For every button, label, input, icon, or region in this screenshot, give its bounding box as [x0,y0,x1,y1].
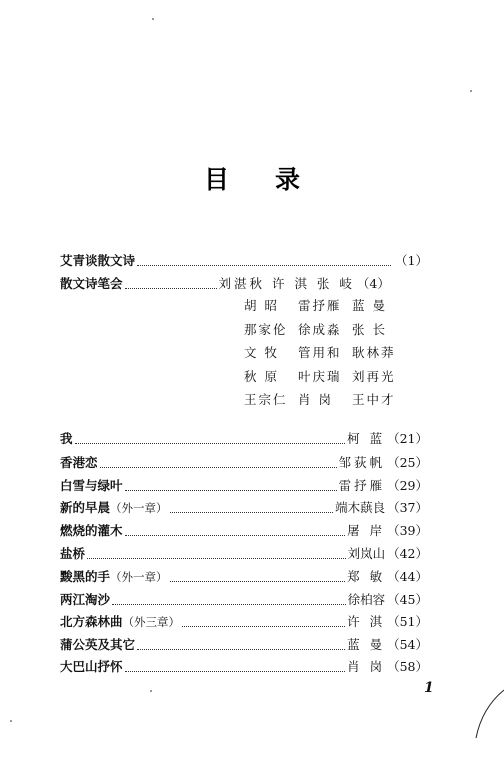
entry-page: （37） [387,500,428,515]
title-char-1: 目 [203,165,229,194]
dot-leader [125,486,337,491]
scan-speck [10,720,12,722]
dot-leader [170,508,334,513]
toc-entry[interactable] [60,656,428,676]
dot-leader [137,645,345,650]
dot-leader [137,261,391,266]
author-name: 耿林莽 [352,345,396,360]
entry-page: （21） [387,431,428,446]
entry-title-main: 黢黑的手 [60,569,111,584]
entry-title: 燃烧的灌木 [60,523,123,538]
toc-entry[interactable] [60,520,428,540]
entry-author: 端木蕻良 [335,500,386,515]
entry-title [60,612,180,630]
toc-entry[interactable] [60,611,428,631]
entry-page: （58） [387,659,428,674]
dot-leader [125,667,346,672]
entry-author: 刘岚山 [347,546,386,561]
author-name: 管用和 [298,345,342,360]
dot-leader [112,600,346,605]
authors-row [244,320,406,344]
page-number: 1 [424,680,434,696]
author-name: 雷抒雁 [298,298,342,313]
entry-title-main: 新的早晨 [60,500,111,515]
toc-entry[interactable] [60,566,428,586]
authors-row [244,367,406,391]
authors-grid [244,296,406,414]
entry-title: 散文诗笔会 [60,276,123,291]
dot-leader [75,439,346,444]
toc-entry[interactable] [60,634,428,654]
entry-page: （29） [387,478,428,493]
entry-title [60,567,168,585]
scan-speck [150,690,152,692]
authors-row [244,343,406,367]
entry-title: 香港恋 [60,455,98,470]
author-name: 那家伦 [244,321,288,337]
entry-page: （39） [387,523,428,538]
entry-subtitle: （外三章） [122,615,181,629]
dot-leader [170,577,346,582]
entry-author: 蓝 曼 [347,637,386,652]
title-char-2: 录 [275,165,301,194]
author-name: 王宗仁 [244,392,288,407]
dot-leader [87,554,346,559]
author-name: 秋 原 [244,368,279,384]
toc-entry[interactable] [60,543,428,563]
dot-leader [182,622,345,627]
scan-speck [470,90,472,92]
entry-page: （44） [387,569,428,584]
entry-author: 柯 蓝 [347,431,386,446]
dot-leader [125,531,346,536]
entry-page: （54） [387,637,428,652]
toc-entry[interactable] [60,273,428,293]
toc-entry[interactable] [60,475,428,495]
entry-subtitle: （外一章） [110,501,168,515]
entry-author: 许 淇 [347,614,386,629]
entry-title: 两江淘沙 [60,592,111,607]
entry-title-main: 北方森林曲 [60,614,123,629]
entry-author: 刘湛秋 许 淇 张 岐 [218,276,355,291]
entry-title: 我 [60,431,73,446]
entry-title [60,498,168,516]
page-title [0,160,504,196]
entry-title: 艾青谈散文诗 [60,253,136,268]
author-name: 蓝 曼 [352,298,387,313]
entry-subtitle: （外一章） [110,570,168,584]
entry-author: 雷抒雁 [338,478,386,493]
author-name: 叶庆瑞 [298,368,342,384]
entry-page: （45） [387,592,428,607]
entry-author: 邹荻帆 [338,455,386,470]
dot-leader [125,284,217,289]
scan-edge-mark [474,680,504,740]
entry-page: （25） [387,455,428,470]
author-name: 刘再光 [352,368,396,384]
entry-author: 徐柏容 [347,592,386,607]
dot-leader [100,463,337,468]
toc-entry[interactable] [60,428,428,448]
entry-author: 屠 岸 [347,523,386,538]
authors-row [244,390,406,414]
author-name: 胡 昭 [244,298,279,313]
authors-row [244,296,406,320]
entry-title: 大巴山抒怀 [60,659,123,674]
entry-page: （51） [387,614,428,629]
entry-page: （42） [387,546,428,561]
scan-speck [152,18,154,20]
entry-author: 肖 岗 [347,659,386,674]
entry-page: （1） [395,253,428,268]
author-name: 徐成淼 [298,321,342,337]
toc-entry[interactable] [60,452,428,472]
author-name: 文 牧 [244,345,279,360]
toc-entry[interactable] [60,589,428,609]
entry-author: 郑 敏 [347,569,386,584]
entry-page: （4） [356,276,390,291]
author-name: 王中才 [352,392,396,407]
toc-entry[interactable] [60,497,428,517]
entry-title: 蒲公英及其它 [60,637,136,652]
entry-title: 盐桥 [60,546,86,561]
toc-entry[interactable] [60,250,428,270]
author-name: 肖 岗 [298,392,333,407]
entry-title: 白雪与绿叶 [60,478,123,493]
author-name: 张 长 [352,321,387,337]
